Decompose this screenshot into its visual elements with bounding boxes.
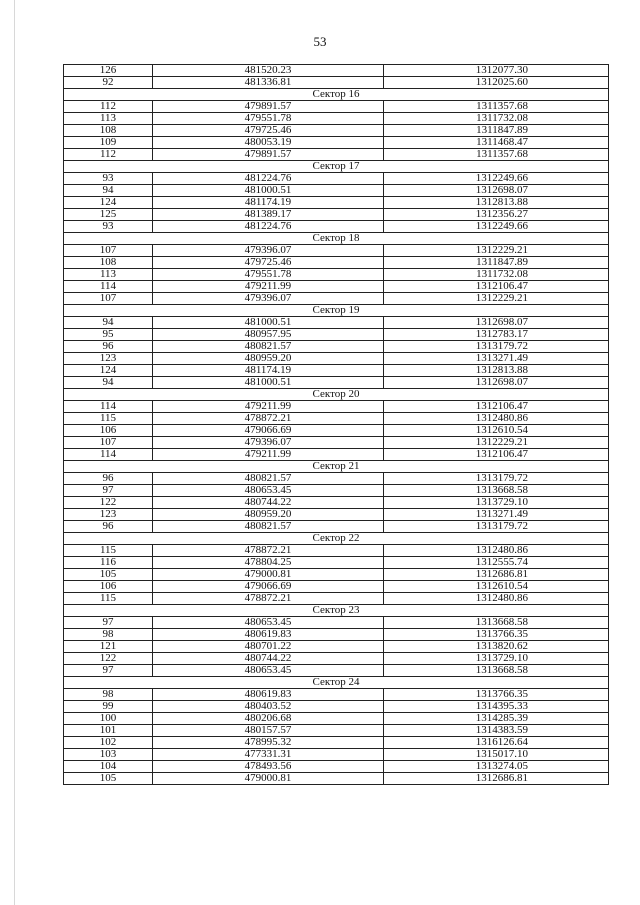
table-row <box>64 593 609 605</box>
x-coordinate-cell: 480619.83 <box>153 629 384 641</box>
y-coordinate-cell: 1313271.49 <box>384 353 609 365</box>
x-coordinate-cell: 481224.76 <box>153 173 384 185</box>
table-row <box>64 689 609 701</box>
table-row <box>64 317 609 329</box>
point-number-cell: 96 <box>64 521 153 533</box>
point-number-cell: 114 <box>64 449 153 461</box>
y-coordinate-cell: 1312229.21 <box>384 245 609 257</box>
y-coordinate-cell: 1312698.07 <box>384 377 609 389</box>
table-row <box>64 377 609 389</box>
x-coordinate-cell: 479725.46 <box>153 125 384 137</box>
point-number-cell: 97 <box>64 485 153 497</box>
x-coordinate-cell: 481336.81 <box>153 77 384 89</box>
point-number-cell: 122 <box>64 653 153 665</box>
x-coordinate-cell: 480959.20 <box>153 353 384 365</box>
sector-label: Сектор 24 <box>64 677 609 689</box>
table-row <box>64 353 609 365</box>
sector-label: Сектор 23 <box>64 605 609 617</box>
table-row <box>64 113 609 125</box>
x-coordinate-cell: 477331.31 <box>153 749 384 761</box>
sector-header-row <box>64 605 609 617</box>
coordinates-table-body <box>64 65 609 785</box>
sector-header-row <box>64 461 609 473</box>
table-row <box>64 773 609 785</box>
y-coordinate-cell: 1312106.47 <box>384 401 609 413</box>
table-row <box>64 521 609 533</box>
x-coordinate-cell: 480653.45 <box>153 485 384 497</box>
point-number-cell: 92 <box>64 77 153 89</box>
x-coordinate-cell: 478493.56 <box>153 761 384 773</box>
point-number-cell: 94 <box>64 317 153 329</box>
table-row <box>64 581 609 593</box>
y-coordinate-cell: 1313729.10 <box>384 497 609 509</box>
point-number-cell: 107 <box>64 437 153 449</box>
x-coordinate-cell: 478804.25 <box>153 557 384 569</box>
x-coordinate-cell: 478872.21 <box>153 593 384 605</box>
x-coordinate-cell: 479000.81 <box>153 773 384 785</box>
point-number-cell: 100 <box>64 713 153 725</box>
table-row <box>64 641 609 653</box>
table-row <box>64 401 609 413</box>
y-coordinate-cell: 1311847.89 <box>384 125 609 137</box>
point-number-cell: 112 <box>64 101 153 113</box>
table-row <box>64 485 609 497</box>
table-row <box>64 413 609 425</box>
y-coordinate-cell: 1313729.10 <box>384 653 609 665</box>
x-coordinate-cell: 481224.76 <box>153 221 384 233</box>
table-row <box>64 425 609 437</box>
point-number-cell: 106 <box>64 581 153 593</box>
table-row <box>64 341 609 353</box>
y-coordinate-cell: 1313179.72 <box>384 473 609 485</box>
sector-header-row <box>64 533 609 545</box>
point-number-cell: 114 <box>64 281 153 293</box>
x-coordinate-cell: 479891.57 <box>153 101 384 113</box>
y-coordinate-cell: 1313179.72 <box>384 521 609 533</box>
table-row <box>64 149 609 161</box>
point-number-cell: 108 <box>64 257 153 269</box>
y-coordinate-cell: 1312480.86 <box>384 545 609 557</box>
y-coordinate-cell: 1312555.74 <box>384 557 609 569</box>
point-number-cell: 96 <box>64 341 153 353</box>
x-coordinate-cell: 480653.45 <box>153 665 384 677</box>
x-coordinate-cell: 480653.45 <box>153 617 384 629</box>
y-coordinate-cell: 1311468.47 <box>384 137 609 149</box>
point-number-cell: 93 <box>64 173 153 185</box>
table-row <box>64 737 609 749</box>
table-row <box>64 629 609 641</box>
x-coordinate-cell: 481000.51 <box>153 317 384 329</box>
x-coordinate-cell: 479211.99 <box>153 401 384 413</box>
table-row <box>64 269 609 281</box>
y-coordinate-cell: 1311732.08 <box>384 269 609 281</box>
point-number-cell: 123 <box>64 509 153 521</box>
x-coordinate-cell: 480959.20 <box>153 509 384 521</box>
sector-header-row <box>64 233 609 245</box>
table-row <box>64 617 609 629</box>
table-row <box>64 509 609 521</box>
x-coordinate-cell: 479000.81 <box>153 569 384 581</box>
table-row <box>64 725 609 737</box>
point-number-cell: 115 <box>64 593 153 605</box>
table-row <box>64 713 609 725</box>
y-coordinate-cell: 1312356.27 <box>384 209 609 221</box>
y-coordinate-cell: 1314395.33 <box>384 701 609 713</box>
y-coordinate-cell: 1312686.81 <box>384 773 609 785</box>
y-coordinate-cell: 1313668.58 <box>384 485 609 497</box>
point-number-cell: 104 <box>64 761 153 773</box>
sector-label: Сектор 19 <box>64 305 609 317</box>
x-coordinate-cell: 479551.78 <box>153 269 384 281</box>
y-coordinate-cell: 1312106.47 <box>384 281 609 293</box>
point-number-cell: 109 <box>64 137 153 149</box>
point-number-cell: 97 <box>64 617 153 629</box>
point-number-cell: 98 <box>64 629 153 641</box>
table-row <box>64 545 609 557</box>
table-row <box>64 137 609 149</box>
y-coordinate-cell: 1312686.81 <box>384 569 609 581</box>
y-coordinate-cell: 1313668.58 <box>384 665 609 677</box>
point-number-cell: 124 <box>64 197 153 209</box>
sector-label: Сектор 16 <box>64 89 609 101</box>
point-number-cell: 96 <box>64 473 153 485</box>
sector-label: Сектор 17 <box>64 161 609 173</box>
x-coordinate-cell: 481389.17 <box>153 209 384 221</box>
y-coordinate-cell: 1316126.64 <box>384 737 609 749</box>
x-coordinate-cell: 480821.57 <box>153 521 384 533</box>
page-number: 53 <box>313 34 327 49</box>
x-coordinate-cell: 480821.57 <box>153 473 384 485</box>
table-row <box>64 293 609 305</box>
table-row <box>64 245 609 257</box>
table-row <box>64 257 609 269</box>
y-coordinate-cell: 1311357.68 <box>384 149 609 161</box>
sector-header-row <box>64 305 609 317</box>
y-coordinate-cell: 1313274.05 <box>384 761 609 773</box>
y-coordinate-cell: 1313271.49 <box>384 509 609 521</box>
table-row <box>64 449 609 461</box>
y-coordinate-cell: 1312783.17 <box>384 329 609 341</box>
y-coordinate-cell: 1313820.62 <box>384 641 609 653</box>
sector-label: Сектор 21 <box>64 461 609 473</box>
point-number-cell: 114 <box>64 401 153 413</box>
x-coordinate-cell: 479551.78 <box>153 113 384 125</box>
point-number-cell: 113 <box>64 269 153 281</box>
point-number-cell: 122 <box>64 497 153 509</box>
table-row <box>64 653 609 665</box>
point-number-cell: 99 <box>64 701 153 713</box>
x-coordinate-cell: 480619.83 <box>153 689 384 701</box>
point-number-cell: 115 <box>64 545 153 557</box>
sector-header-row <box>64 677 609 689</box>
y-coordinate-cell: 1311847.89 <box>384 257 609 269</box>
x-coordinate-cell: 479891.57 <box>153 149 384 161</box>
x-coordinate-cell: 480957.95 <box>153 329 384 341</box>
table-row <box>64 329 609 341</box>
x-coordinate-cell: 479211.99 <box>153 281 384 293</box>
y-coordinate-cell: 1312610.54 <box>384 425 609 437</box>
y-coordinate-cell: 1312249.66 <box>384 221 609 233</box>
point-number-cell: 107 <box>64 293 153 305</box>
point-number-cell: 113 <box>64 113 153 125</box>
coordinates-table <box>63 64 609 785</box>
table-row <box>64 125 609 137</box>
table-row <box>64 65 609 77</box>
point-number-cell: 103 <box>64 749 153 761</box>
x-coordinate-cell: 479066.69 <box>153 425 384 437</box>
y-coordinate-cell: 1314383.59 <box>384 725 609 737</box>
table-row <box>64 749 609 761</box>
sector-header-row <box>64 161 609 173</box>
x-coordinate-cell: 478872.21 <box>153 545 384 557</box>
y-coordinate-cell: 1312106.47 <box>384 449 609 461</box>
point-number-cell: 116 <box>64 557 153 569</box>
table-row <box>64 197 609 209</box>
point-number-cell: 98 <box>64 689 153 701</box>
x-coordinate-cell: 481174.19 <box>153 197 384 209</box>
point-number-cell: 101 <box>64 725 153 737</box>
table-row <box>64 281 609 293</box>
x-coordinate-cell: 480206.68 <box>153 713 384 725</box>
y-coordinate-cell: 1311732.08 <box>384 113 609 125</box>
sector-label: Сектор 18 <box>64 233 609 245</box>
table-row <box>64 101 609 113</box>
point-number-cell: 121 <box>64 641 153 653</box>
table-row <box>64 185 609 197</box>
x-coordinate-cell: 478995.32 <box>153 737 384 749</box>
point-number-cell: 107 <box>64 245 153 257</box>
y-coordinate-cell: 1312698.07 <box>384 185 609 197</box>
point-number-cell: 94 <box>64 377 153 389</box>
y-coordinate-cell: 1312610.54 <box>384 581 609 593</box>
y-coordinate-cell: 1312813.88 <box>384 365 609 377</box>
y-coordinate-cell: 1312025.60 <box>384 77 609 89</box>
table-row <box>64 209 609 221</box>
x-coordinate-cell: 481174.19 <box>153 365 384 377</box>
table-row <box>64 221 609 233</box>
point-number-cell: 105 <box>64 773 153 785</box>
x-coordinate-cell: 479066.69 <box>153 581 384 593</box>
y-coordinate-cell: 1312698.07 <box>384 317 609 329</box>
table-row <box>64 437 609 449</box>
y-coordinate-cell: 1315017.10 <box>384 749 609 761</box>
x-coordinate-cell: 481000.51 <box>153 377 384 389</box>
table-row <box>64 365 609 377</box>
point-number-cell: 108 <box>64 125 153 137</box>
point-number-cell: 106 <box>64 425 153 437</box>
y-coordinate-cell: 1313179.72 <box>384 341 609 353</box>
point-number-cell: 125 <box>64 209 153 221</box>
y-coordinate-cell: 1311357.68 <box>384 101 609 113</box>
sector-header-row <box>64 389 609 401</box>
sector-label: Сектор 22 <box>64 533 609 545</box>
point-number-cell: 115 <box>64 413 153 425</box>
x-coordinate-cell: 480157.57 <box>153 725 384 737</box>
table-row <box>64 497 609 509</box>
y-coordinate-cell: 1313766.35 <box>384 689 609 701</box>
x-coordinate-cell: 478872.21 <box>153 413 384 425</box>
scan-edge-line <box>14 0 15 905</box>
x-coordinate-cell: 481000.51 <box>153 185 384 197</box>
table-row <box>64 473 609 485</box>
y-coordinate-cell: 1313668.58 <box>384 617 609 629</box>
x-coordinate-cell: 479211.99 <box>153 449 384 461</box>
y-coordinate-cell: 1314285.39 <box>384 713 609 725</box>
point-number-cell: 126 <box>64 65 153 77</box>
y-coordinate-cell: 1312077.30 <box>384 65 609 77</box>
y-coordinate-cell: 1312813.88 <box>384 197 609 209</box>
y-coordinate-cell: 1312480.86 <box>384 413 609 425</box>
table-row <box>64 665 609 677</box>
table-row <box>64 173 609 185</box>
table-row <box>64 701 609 713</box>
y-coordinate-cell: 1312480.86 <box>384 593 609 605</box>
x-coordinate-cell: 480744.22 <box>153 653 384 665</box>
x-coordinate-cell: 480821.57 <box>153 341 384 353</box>
point-number-cell: 124 <box>64 365 153 377</box>
x-coordinate-cell: 481520.23 <box>153 65 384 77</box>
point-number-cell: 102 <box>64 737 153 749</box>
x-coordinate-cell: 479396.07 <box>153 437 384 449</box>
sector-header-row <box>64 89 609 101</box>
point-number-cell: 97 <box>64 665 153 677</box>
point-number-cell: 95 <box>64 329 153 341</box>
point-number-cell: 105 <box>64 569 153 581</box>
x-coordinate-cell: 479725.46 <box>153 257 384 269</box>
x-coordinate-cell: 479396.07 <box>153 293 384 305</box>
table-row <box>64 569 609 581</box>
y-coordinate-cell: 1312229.21 <box>384 437 609 449</box>
y-coordinate-cell: 1312229.21 <box>384 293 609 305</box>
table-row <box>64 761 609 773</box>
point-number-cell: 94 <box>64 185 153 197</box>
x-coordinate-cell: 480403.52 <box>153 701 384 713</box>
x-coordinate-cell: 480701.22 <box>153 641 384 653</box>
x-coordinate-cell: 480744.22 <box>153 497 384 509</box>
point-number-cell: 123 <box>64 353 153 365</box>
y-coordinate-cell: 1312249.66 <box>384 173 609 185</box>
point-number-cell: 112 <box>64 149 153 161</box>
y-coordinate-cell: 1313766.35 <box>384 629 609 641</box>
table-row <box>64 77 609 89</box>
x-coordinate-cell: 480053.19 <box>153 137 384 149</box>
table-row <box>64 557 609 569</box>
sector-label: Сектор 20 <box>64 389 609 401</box>
point-number-cell: 93 <box>64 221 153 233</box>
x-coordinate-cell: 479396.07 <box>153 245 384 257</box>
